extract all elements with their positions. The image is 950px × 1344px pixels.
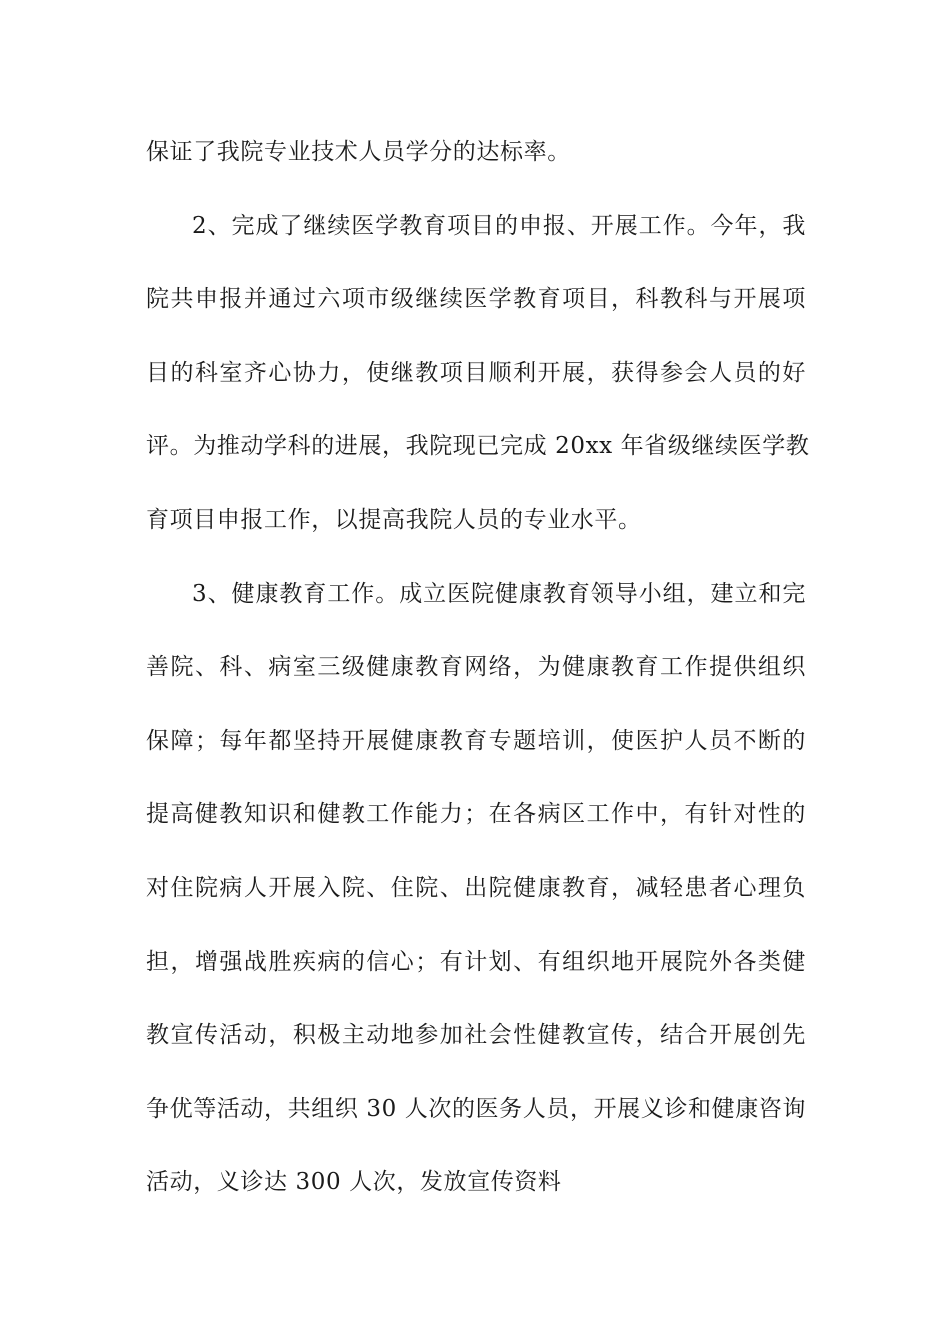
text-line: 保证了我院专业技术人员学分的达标率。 bbox=[146, 139, 571, 165]
text-line: 育项目申报工作，以提高我院人员的专业水平。 bbox=[146, 506, 642, 533]
text-line: 争优等活动，共组织 30 人次的医务人员，开展义诊和健康咨询 bbox=[146, 1095, 806, 1122]
text-line: 提高健教知识和健教工作能力；在各病区工作中，有针对性的 bbox=[146, 801, 806, 828]
paragraph-start-line: 2、完成了继续医学教育项目的申报、开展工作。今年，我 bbox=[192, 212, 806, 239]
text-line: 目的科室齐心协力，使继教项目顺利开展，获得参会人员的好 bbox=[146, 359, 806, 386]
text-line: 担，增强战胜疾病的信心；有计划、有组织地开展院外各类健 bbox=[146, 948, 806, 975]
text-line: 善院、科、病室三级健康教育网络，为健康教育工作提供组织 bbox=[146, 654, 806, 681]
paragraph-start-line: 3、健康教育工作。成立医院健康教育领导小组，建立和完 bbox=[192, 580, 806, 607]
text-line: 保障；每年都坚持开展健康教育专题培训，使医护人员不断的 bbox=[146, 727, 806, 754]
text-line: 对住院病人开展入院、住院、出院健康教育，减轻患者心理负 bbox=[146, 874, 806, 901]
text-line: 教宣传活动，积极主动地参加社会性健教宣传，结合开展创先 bbox=[146, 1022, 806, 1049]
text-line: 评。为推动学科的进展，我院现已完成 20xx 年省级继续医学教 bbox=[146, 433, 810, 460]
text-line: 院共申报并通过六项市级继续医学教育项目，科教科与开展项 bbox=[146, 286, 806, 313]
document-body bbox=[146, 128, 810, 1232]
text-line: 活动，义诊达 300 人次，发放宣传资料 bbox=[146, 1169, 562, 1196]
